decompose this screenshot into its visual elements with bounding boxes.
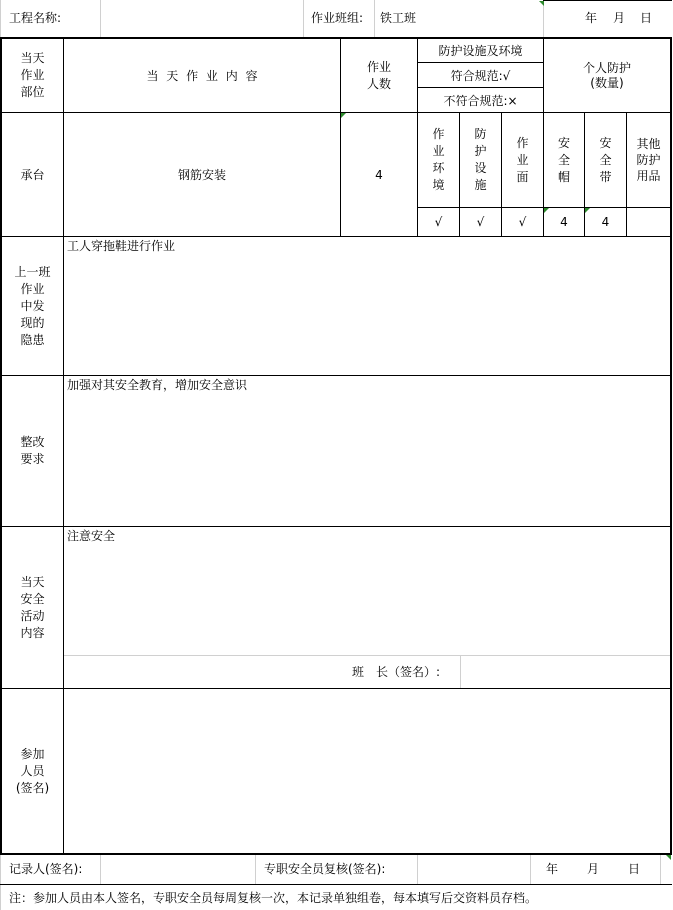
recorder-signature-field[interactable]: [101, 856, 255, 884]
recorder-label: 记录人(签名):: [9, 862, 83, 876]
location-header: 当天 作业 部位: [20, 51, 45, 99]
sub-col-work-environment: 作 业 环 境: [432, 127, 445, 192]
footer-date-year: 年: [546, 862, 559, 876]
reviewer-label: 专职安全员复核(签名):: [264, 862, 386, 876]
work-team-value[interactable]: 铁工班: [380, 11, 417, 25]
header-date-month: 月: [613, 11, 626, 25]
other-ppe-count[interactable]: [627, 208, 670, 236]
participants-label: 参加 人员 (签名): [15, 746, 50, 795]
sub-col-safety-helmet: 安 全 帽: [557, 135, 570, 184]
sub-col-work-surface: 作 业 面: [516, 135, 529, 184]
conforming-legend: 符合规范:√: [450, 68, 511, 83]
project-name-field[interactable]: [102, 4, 302, 34]
safety-helmet-count[interactable]: 4: [560, 215, 568, 229]
ppe-header: 个人防护 (数量): [582, 60, 631, 90]
rectification-text[interactable]: 加强对其安全教育，增加安全意识: [67, 378, 248, 392]
footer-date-day: 日: [628, 862, 641, 876]
work-location[interactable]: 承台: [20, 168, 45, 182]
activity-text[interactable]: 注意安全: [67, 529, 116, 543]
protection-facilities-check[interactable]: √: [476, 215, 485, 229]
sub-col-safety-belt: 安 全 带: [599, 135, 612, 184]
work-team-label: 作业班组:: [311, 11, 364, 25]
safety-belt-count[interactable]: 4: [601, 215, 610, 229]
content-header: 当 天 作 业 内 容: [146, 69, 258, 83]
activity-label: 当天 安全 活动 内容: [20, 574, 45, 640]
participants-signature-area[interactable]: [64, 689, 670, 853]
work-environment-check[interactable]: √: [434, 215, 443, 229]
worker-count[interactable]: 4: [375, 167, 383, 182]
footer-note: 注：参加人员由本人签名，专职安全员每周复核一次，本记录单独组卷，每本填写后交资料员存档。: [9, 891, 538, 905]
hazards-text[interactable]: 工人穿拖鞋进行作业: [67, 239, 176, 253]
sub-col-protection-facilities: 防 护 设 施: [474, 127, 487, 192]
workers-header: 作业 人数: [366, 59, 391, 91]
hazards-label: 上一班 作业 中发 现的 隐患: [14, 264, 51, 347]
header-date-day: 日: [640, 11, 653, 25]
team-leader-signature-label: 班 长（签名）:: [352, 665, 441, 679]
reviewer-signature-field[interactable]: [418, 856, 530, 884]
team-leader-signature-field[interactable]: [461, 656, 670, 688]
work-content[interactable]: 钢筋安装: [177, 168, 226, 182]
sub-col-other-ppe: 其他 防护 用品: [636, 137, 661, 183]
work-surface-check[interactable]: √: [518, 215, 527, 229]
footer-date-month: 月: [587, 862, 600, 876]
project-name-label: 工程名称:: [9, 11, 62, 25]
protection-header: 防护设施及环境: [438, 44, 523, 58]
nonconforming-legend: 不符合规范:×: [443, 93, 518, 108]
header-date-year: 年: [585, 11, 598, 25]
rectification-label: 整改 要求: [20, 435, 45, 466]
